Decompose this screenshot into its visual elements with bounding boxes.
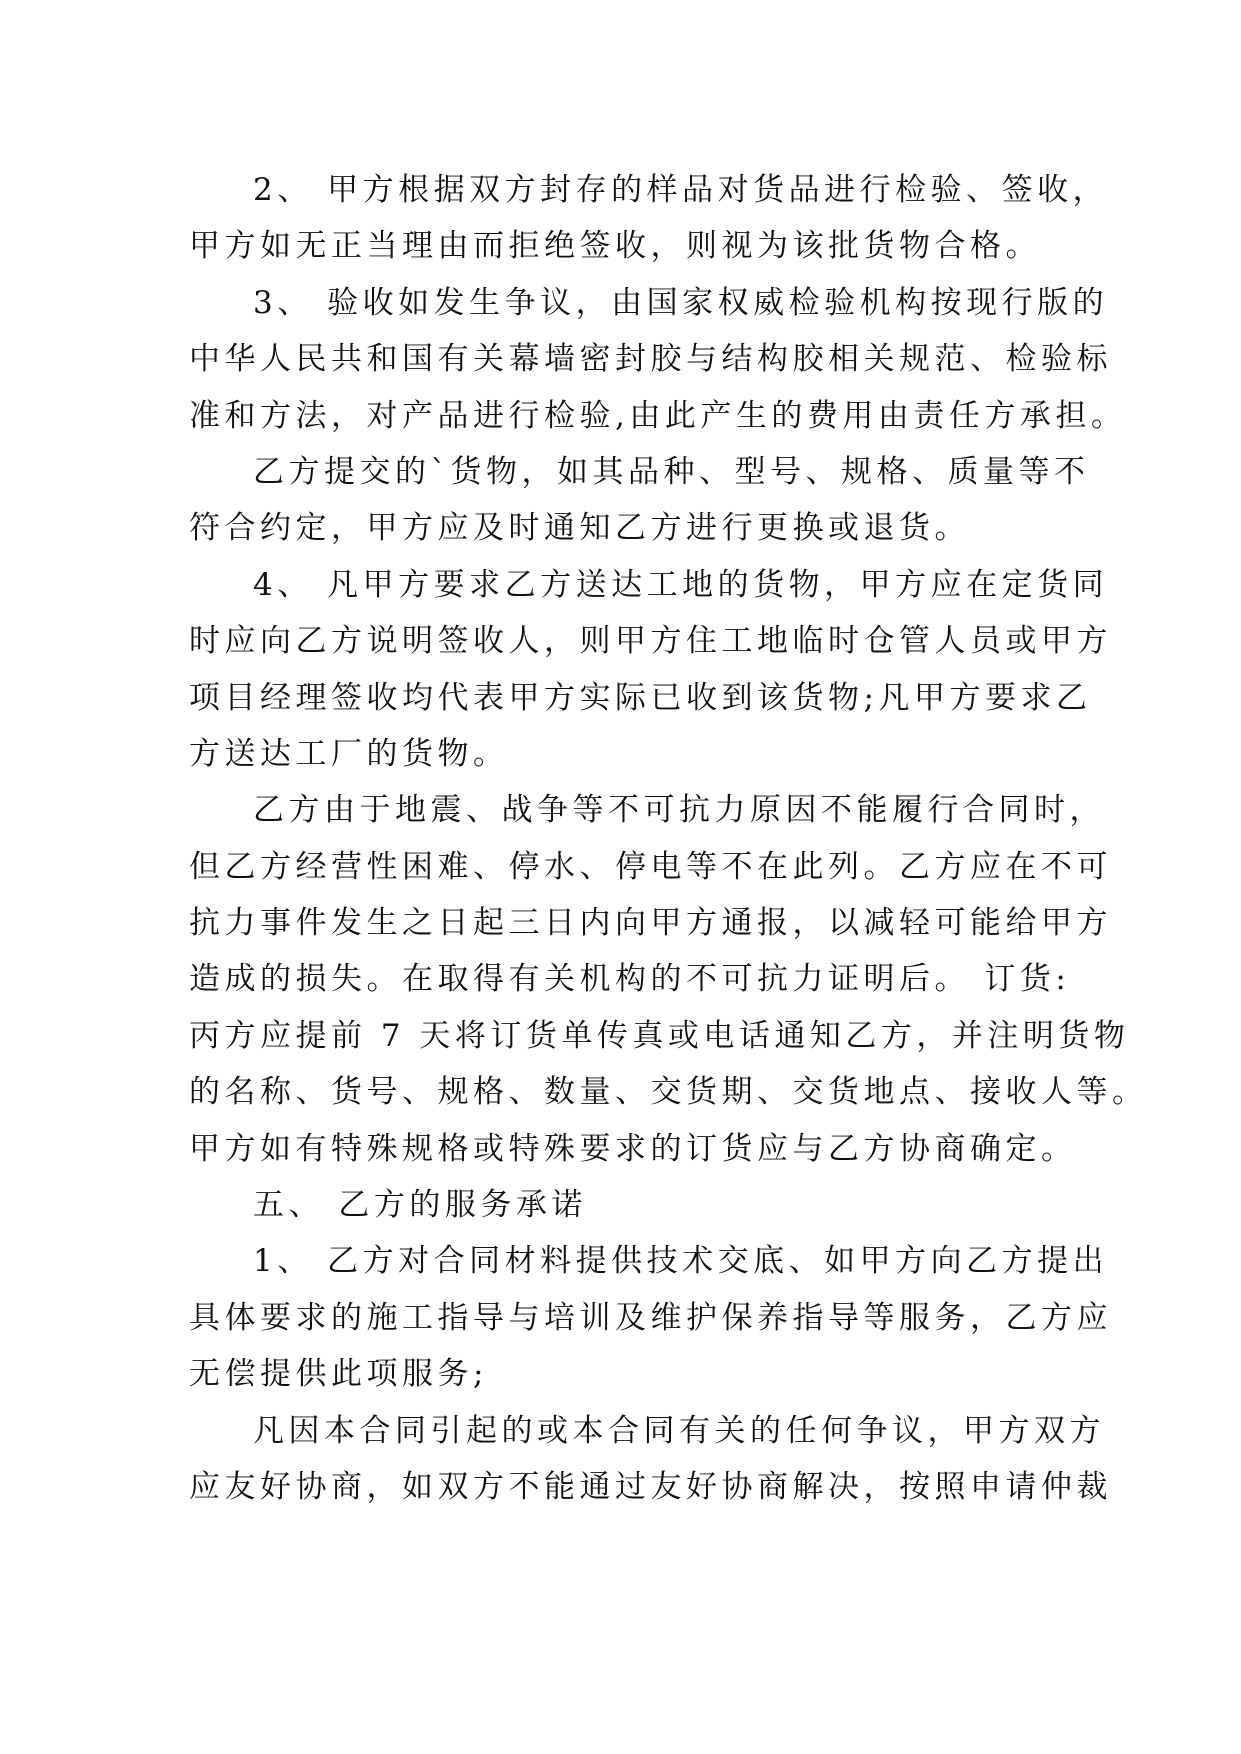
- text-line: 应友好协商，如双方不能通过友好协商解决，按照申请仲裁: [189, 1468, 1112, 1505]
- text-line: 造成的损失。在取得有关机构的不可抗力证明后。 订货:: [189, 961, 1071, 998]
- section-heading: 五、 乙方的服务承诺: [253, 1187, 587, 1224]
- text-line: 3、 验收如发生争议，由国家权威检验机构按现行版的: [253, 284, 1109, 321]
- text-line: 无偿提供此项服务;: [189, 1356, 488, 1393]
- text-line: 甲方如有特殊规格或特殊要求的订货应与乙方协商确定。: [189, 1130, 1077, 1167]
- text-line: 1、 乙方对合同材料提供技术交底、如甲方向乙方提出: [253, 1243, 1109, 1280]
- text-line: 准和方法，对产品进行检验,由此产生的费用由责任方承担。: [189, 397, 1127, 434]
- text-line: 项目经理签收均代表甲方实际已收到该货物;凡甲方要求乙: [189, 679, 1092, 716]
- text-line: 时应向乙方说明签收人，则甲方住工地临时仓管人员或甲方: [189, 623, 1112, 660]
- text-line: 乙方由于地震、战争等不可抗力原因不能履行合同时，: [253, 792, 1105, 829]
- text-line: 2、 甲方根据双方封存的样品对货品进行检验、签收，: [253, 172, 1109, 208]
- text-line: 符合约定，甲方应及时通知乙方进行更换或退货。: [189, 510, 970, 547]
- text-line: 方送达工厂的货物。: [189, 735, 509, 772]
- text-line: 但乙方经营性困难、停水、停电等不在此列。乙方应在不可: [189, 848, 1112, 885]
- text-line: 具体要求的施工指导与培训及维护保养指导等服务，乙方应: [189, 1299, 1112, 1336]
- text-line: 丙方应提前 7 天将订货单传真或电话通知乙方，并注明货物: [189, 1017, 1130, 1054]
- text-line: 抗力事件发生之日起三日内向甲方通报，以减轻可能给甲方: [189, 905, 1112, 942]
- text-line: 中华人民共和国有关幕墙密封胶与结构胶相关规范、检验标: [189, 341, 1112, 378]
- text-line: 甲方如无正当理由而拒绝签收，则视为该批货物合格。: [189, 228, 1041, 265]
- text-line: 4、 凡甲方要求乙方送达工地的货物，甲方应在定货同: [253, 566, 1109, 603]
- document-body: [189, 162, 1148, 1515]
- text-line: 的名称、货号、规格、数量、交货期、交货地点、接收人等。: [189, 1074, 1148, 1111]
- text-line: 凡因本合同引起的或本合同有关的任何争议，甲方双方: [253, 1412, 1105, 1449]
- text-line: 乙方提交的`货物，如其品种、型号、规格、质量等不: [253, 453, 1090, 490]
